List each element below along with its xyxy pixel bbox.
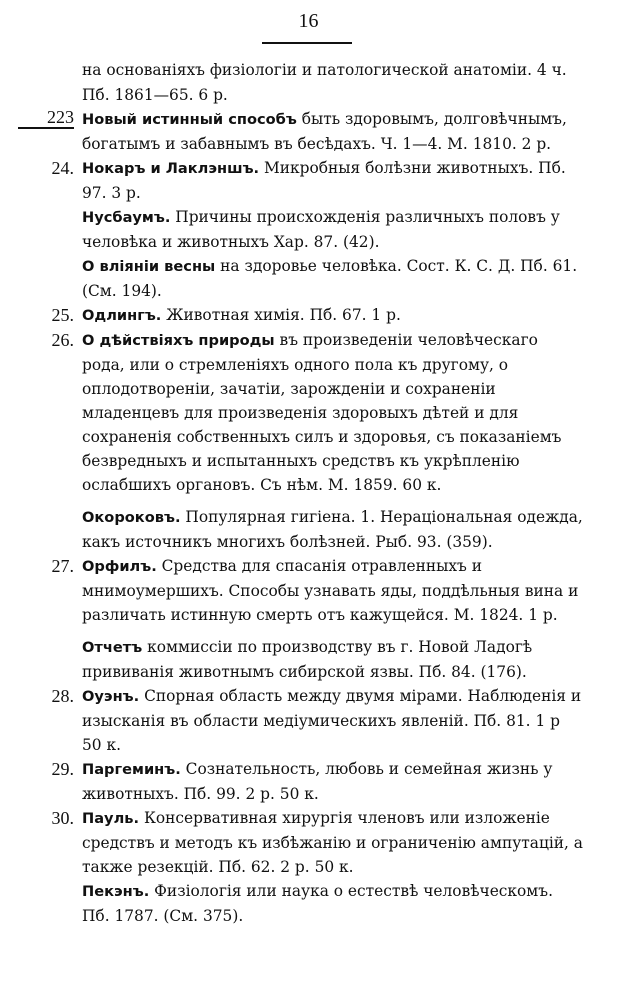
entry-text: Спорная область между двумя мірами. Наблюденія и изысканія въ области медіумическихъ явленій. Пб. 81. 1 р 50 к.	[82, 687, 582, 754]
entry-heading: Новый истинный способъ	[82, 111, 297, 128]
entry-text: коммиссіи по производству въ г. Новой Ладогѣ прививанія животнымъ сибирской язвы. Пб. 84. (176).	[82, 638, 533, 681]
entry-number: 29.	[51, 759, 74, 779]
catalog-entry	[0, 254, 617, 303]
catalog-entry	[0, 635, 617, 684]
entry-text: Физіологія или наука о естествѣ человѣческомъ. Пб. 1787. (См. 375).	[82, 882, 553, 925]
catalog-entries	[0, 58, 617, 928]
entry-text: на здоровье человѣка. Сост. К. С. Д. Пб. 61. (См. 194).	[82, 257, 578, 300]
entry-text: Причины происхожденія различныхъ половъ у человѣка и животныхъ Хар. 87. (42).	[82, 208, 560, 251]
catalog-entry	[0, 806, 617, 879]
entry-heading: Паргеминъ.	[82, 761, 181, 778]
entry-heading: Окороковъ.	[82, 509, 181, 526]
entry-heading: О вліяніи весны	[82, 258, 216, 275]
catalog-entry	[0, 156, 617, 205]
entry-heading: Нокаръ и Лаклэншъ.	[82, 160, 260, 177]
entry-heading: Нусбаумъ.	[82, 209, 171, 226]
entry-heading: Пекэнъ.	[82, 883, 150, 900]
entry-text: Популярная гигіена. 1. Нераціональная одежда, какъ источникъ многихъ болѣзней. Рыб. 93. (359).	[82, 508, 583, 551]
catalog-entry	[0, 58, 617, 107]
entry-text: Сознательность, любовь и семейная жизнь у животныхъ. Пб. 99. 2 р. 50 к.	[82, 760, 553, 803]
catalog-entry	[0, 328, 617, 497]
catalog-entry	[0, 879, 617, 928]
entry-number: 24.	[51, 158, 74, 178]
entry-text: Микробныя болѣзни животныхъ. Пб. 97. 3 р.	[82, 159, 566, 202]
entry-heading: Пауль.	[82, 810, 140, 827]
header-rule	[262, 42, 352, 44]
entry-text: въ произведеніи человѣческаго рода, или о стремленіяхъ одного пола къ другому, о оплодотвореніи, зачатіи, зарожденіи и сохраненіи младенцевъ для произведенія здоровыхъ дѣтей и для сохраненія собственныхъ силъ и здоровья, съ показаніемъ безвредныхъ и испытанныхъ средствъ къ укрѣпленію ослабшихъ органовъ. Съ нѣм. М. 1859. 60 к.	[82, 331, 562, 494]
entry-number: 223	[18, 107, 74, 129]
entry-heading: Орфилъ.	[82, 558, 157, 575]
entry-text: быть здоровымъ, долговѣчнымъ, богатымъ и забавнымъ въ бесѣдахъ. Ч. 1—4. М. 1810. 2 р.	[82, 110, 567, 153]
catalog-entry	[0, 684, 617, 757]
catalog-entry	[0, 205, 617, 254]
catalog-entry	[0, 757, 617, 806]
entry-number: 25.	[51, 305, 74, 325]
catalog-entry	[0, 505, 617, 554]
entry-text: на основаніяхъ физіологіи и патологической анатоміи. 4 ч. Пб. 1861—65. 6 р.	[82, 61, 567, 104]
entry-text: Консервативная хирургія членовъ или изложеніе средствъ и методъ къ избѣжанію и ограниченію ампутацій, а также резекцій. Пб. 62. 2 р. 50 к.	[82, 809, 583, 876]
catalog-entry	[0, 303, 617, 328]
entry-number: 30.	[51, 808, 74, 828]
entry-number: 26.	[51, 330, 74, 350]
entry-heading: Оуэнъ.	[82, 688, 140, 705]
entry-heading: Отчетъ	[82, 639, 143, 656]
entry-text: Животная химія. Пб. 67. 1 р.	[161, 306, 401, 324]
entry-number: 28.	[51, 686, 74, 706]
catalog-entry	[0, 554, 617, 627]
catalog-entry	[0, 107, 617, 156]
entry-number: 27.	[51, 556, 74, 576]
entry-text: Средства для спасанія отравленныхъ и мнимоумершихъ. Способы узнавать яды, поддѣльныя вина и различать истинную смерть отъ кажущейся. М. 1824. 1 р.	[82, 557, 579, 624]
entry-heading: Одлингъ.	[82, 307, 162, 324]
page-number: 16	[298, 10, 319, 32]
entry-heading: О дѣйствіяхъ природы	[82, 332, 275, 349]
